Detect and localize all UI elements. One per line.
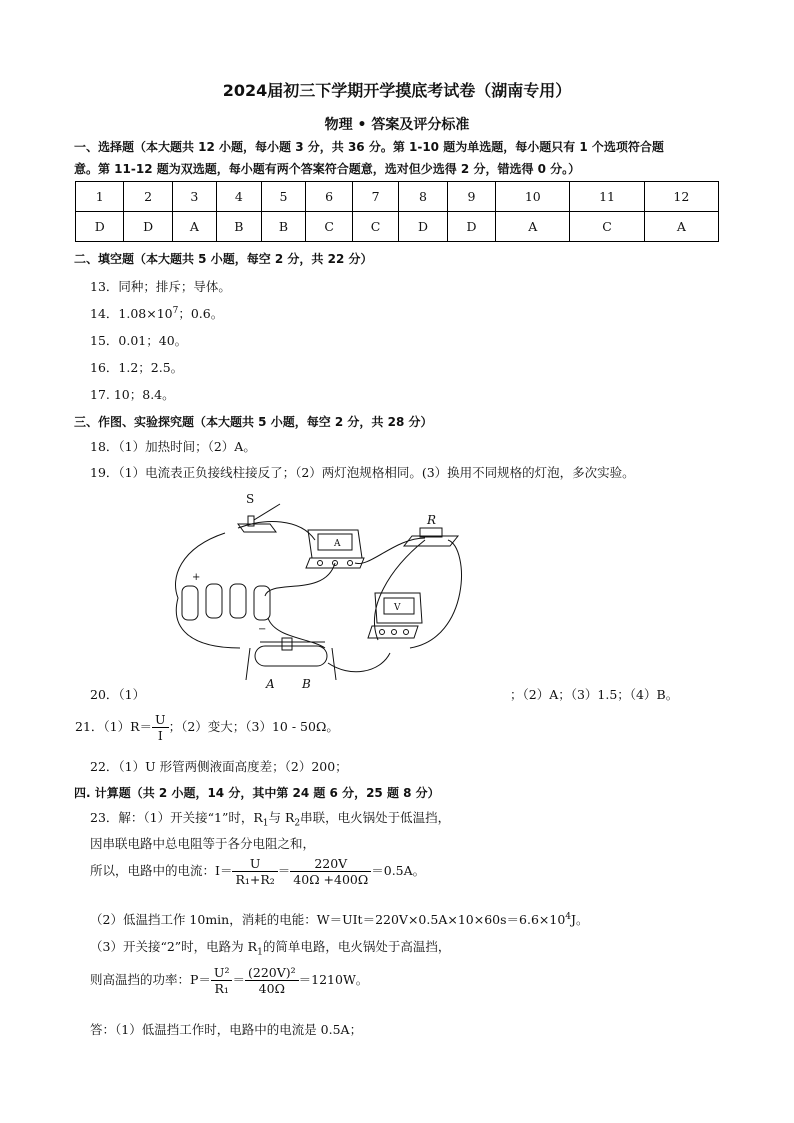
fraction-num: U [155, 712, 166, 727]
section-exp-heading: 三、作图、实验探究题（本大题共 5 小题，每空 2 分，共 28 分） [74, 415, 433, 429]
switch-base [238, 524, 276, 532]
calc-text: 的简单电路，电火锅处于高温挡， [262, 939, 451, 954]
table-cell: D [124, 212, 172, 242]
table-cell: A [644, 212, 718, 242]
label-battery-plus: + [192, 572, 201, 583]
calc-sup: 4 [565, 911, 572, 922]
answer-table-number-row [76, 182, 719, 212]
calc-line-5 [90, 937, 450, 958]
answer-q19: 19．（1）电流表正负接线柱接反了；（2）两灯泡规格相同。(3）换用不同规格的灯泡，多次实验。 [90, 465, 635, 480]
answer-q14-exp: 7 [172, 305, 179, 316]
table-cell: 8 [399, 182, 447, 212]
fraction-den: 40Ω [245, 980, 299, 996]
calc-line-1 [90, 808, 450, 829]
answer-q22: 22．（1）U 形管两侧液面高度差；（2）200； [90, 759, 348, 774]
answer-q18: 18．（1）加热时间；（2）A。 [90, 439, 256, 454]
equals-sign: ＝ [232, 972, 245, 987]
table-cell: A [496, 212, 570, 242]
calc-text: 串联，电火锅处于低温挡， [300, 810, 451, 825]
answer-q17: 17. 10；8.4。 [90, 387, 175, 402]
fraction [245, 965, 299, 996]
label-ammeter: A [334, 539, 341, 549]
wire [355, 538, 425, 564]
table-cell: 12 [644, 182, 718, 212]
table-cell: B [261, 212, 306, 242]
equals-sign: ＝ [277, 863, 291, 878]
fraction-num: U² [213, 965, 230, 980]
calc-text: （2）低温挡工作 10min，消耗的电能：W＝UIt＝220V×0.5A×10×60s＝6.6×10 [90, 912, 566, 927]
label-resistor: R [427, 513, 437, 527]
answer-table [75, 181, 719, 242]
calc-sub: 2 [294, 818, 301, 829]
calc-text: 与 R [268, 810, 295, 825]
fraction-den: 40Ω +400Ω [290, 871, 371, 887]
table-cell: 1 [76, 182, 124, 212]
table-cell: C [306, 212, 352, 242]
section-fill-heading: 二、填空题（本大题共 5 小题，每空 2 分，共 22 分） [74, 252, 373, 266]
label-rheostat-b: B [302, 677, 311, 691]
table-cell: D [76, 212, 124, 242]
table-cell: 10 [496, 182, 570, 212]
answer-q20-pre: 20．（1） [90, 687, 146, 702]
calc-text: J。 [571, 912, 589, 927]
fraction [211, 965, 233, 996]
table-cell: C [352, 212, 398, 242]
answer-table-answer-row [76, 212, 719, 242]
section-choice-heading-1: 一、选择题（本大题共 12 小题，每小题 3 分，共 36 分。第 1-10 题为单选题，每小题只有 1 个选项符合题 [74, 140, 664, 154]
calc-text: 23．解：（1）开关接“1”时，R [90, 810, 263, 825]
answer-q20-post: ；（2）A；（3）1.5；（4）B。 [510, 687, 679, 702]
table-cell: 6 [306, 182, 352, 212]
switch-lever [254, 504, 280, 520]
section-choice-heading-2: 意。第 11-12 题为双选题，每小题有两个答案符合题意，选对但少选得 2 分，错选得 0 分。） [74, 162, 581, 176]
table-cell: 11 [570, 182, 644, 212]
answer-q14-post: ；0.6。 [178, 306, 224, 321]
answer-q21-pre: 21．（1）R＝ [75, 719, 153, 734]
table-cell: 5 [261, 182, 306, 212]
battery-cell [254, 586, 270, 620]
wire [268, 618, 325, 648]
answer-q16: 16．1.2；2.5。 [90, 360, 184, 375]
table-cell: D [447, 212, 495, 242]
terminal [392, 630, 397, 635]
section-calc-heading: 四. 计算题（共 2 小题，14 分，其中第 24 题 6 分，25 题 8 分） [74, 786, 440, 800]
terminal [380, 630, 385, 635]
calc-sub: 1 [262, 818, 269, 829]
page-title: 2024届初三下学期开学摸底考试卷（湖南专用） [222, 81, 572, 100]
answer-q15: 15．0.01；40。 [90, 333, 188, 348]
calc-line-2: 因串联电路中总电阻等于各分电阻之和， [90, 836, 316, 851]
fraction-den: I [152, 727, 169, 743]
terminal [318, 561, 323, 566]
wire [375, 540, 425, 640]
fraction-den: R₁ [211, 980, 233, 996]
table-cell: 4 [216, 182, 261, 212]
rheostat-slider [282, 638, 292, 650]
table-cell: 9 [447, 182, 495, 212]
fraction [290, 856, 371, 887]
terminal [404, 630, 409, 635]
table-cell: C [570, 212, 644, 242]
table-cell: 3 [172, 182, 216, 212]
answer-q21-post: ；（2）变大；（3）10 - 50Ω。 [168, 719, 339, 734]
page-subtitle: 物理 • 答案及评分标准 [324, 117, 470, 133]
answer-q21 [75, 712, 339, 743]
fraction-den: R₁+R₂ [232, 871, 277, 887]
calc-line-4 [90, 910, 589, 928]
fraction [232, 856, 277, 887]
table-cell: 2 [124, 182, 172, 212]
calc-line-3 [90, 856, 425, 887]
calc-line-7: 答：（1）低温挡工作时，电路中的电流是 0.5A； [90, 1022, 363, 1037]
calc-sub: 1 [257, 947, 263, 958]
fraction-num: (220V)² [247, 965, 296, 980]
label-switch: S [246, 492, 255, 506]
terminal [348, 561, 353, 566]
table-cell: B [216, 212, 261, 242]
calc-line-6 [90, 965, 368, 996]
label-battery-minus: − [258, 624, 267, 635]
battery-cell [230, 584, 246, 618]
table-cell: A [172, 212, 216, 242]
wire [328, 653, 390, 672]
fraction [152, 712, 169, 743]
calc-text: ＝0.5A。 [371, 863, 426, 878]
calc-text: ＝1210W。 [298, 972, 369, 987]
rheostat-coil [255, 646, 327, 666]
circuit-diagram [150, 488, 480, 693]
answer-q14-pre: 14．1.08×10 [90, 306, 173, 321]
calc-text: 则高温挡的功率：P＝ [90, 972, 211, 987]
table-cell: 7 [352, 182, 398, 212]
battery-cell [206, 584, 222, 618]
wire [410, 540, 461, 648]
calc-text: 所以，电路中的电流：I＝ [90, 863, 233, 878]
battery-cell [182, 586, 198, 620]
label-voltmeter: V [394, 603, 401, 613]
fraction-num: U [249, 856, 261, 871]
fraction-num: 220V [314, 856, 348, 871]
answer-q14 [90, 304, 223, 322]
calc-text: （3）开关接“2”时，电路为 R [90, 939, 258, 954]
label-rheostat-a: A [266, 677, 275, 691]
table-cell: D [399, 212, 447, 242]
answer-q13: 13．同种；排斥；导体。 [90, 279, 231, 294]
